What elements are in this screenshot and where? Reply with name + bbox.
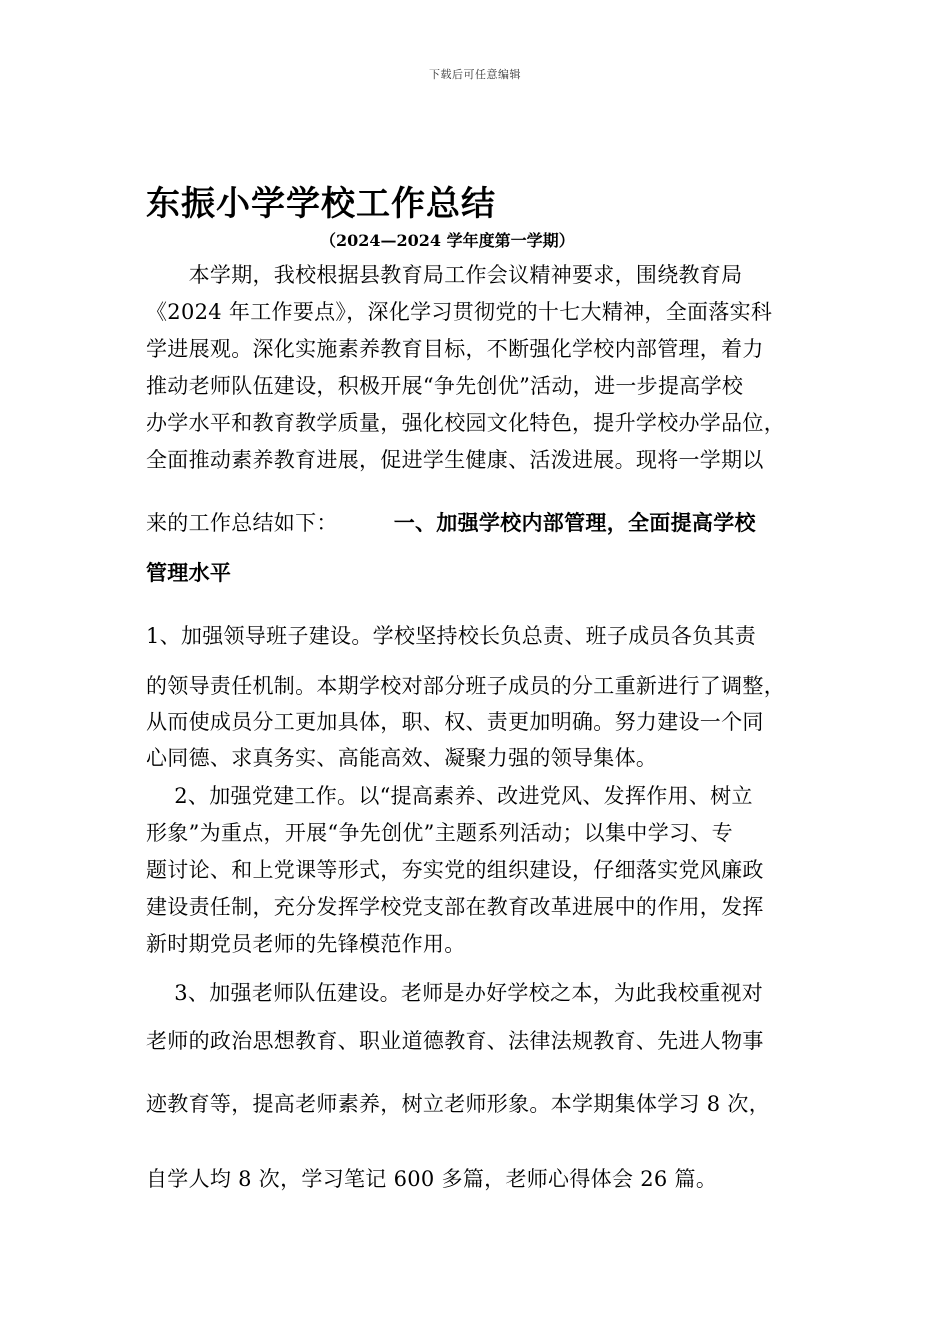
item-3-line: 迹教育等，提高老师素养，树立老师形象。本学期集体学习 8 次，: [146, 1092, 771, 1116]
intro-line: 《2024 年工作要点》，深化学习贯彻党的十七大精神，全面落实科: [146, 300, 773, 324]
intro-line: 办学水平和教育教学质量，强化校园文化特色，提升学校办学品位，: [146, 411, 785, 435]
intro-last-line: [146, 507, 756, 537]
item-3-line: 3、加强老师队伍建设。老师是办好学校之本，为此我校重视对: [146, 981, 764, 1005]
intro-line: 本学期，我校根据县教育局工作会议精神要求，围绕教育局: [146, 263, 743, 287]
section-1-heading-cont: 管理水平: [146, 561, 232, 585]
item-2-line: 建设责任制，充分发挥学校党支部在教育改革进展中的作用，发挥: [146, 895, 764, 919]
item-2-line: 题讨论、和上党课等形式，夯实党的组织建设，仔细落实党风廉政: [146, 858, 764, 882]
item-1-line: 的领导责任机制。本期学校对部分班子成员的分工重新进行了调整，: [146, 674, 785, 698]
item-1-line: 1、加强领导班子建设。学校坚持校长负总责、班子成员各负其责: [146, 624, 757, 648]
intro-last-text: 来的工作总结如下：: [146, 511, 338, 535]
item-2-line: 形象”为重点，开展“争先创优”主题系列活动；以集中学习、专: [146, 821, 733, 845]
item-1-line: 从而使成员分工更加具体，职、权、责更加明确。努力建设一个同: [146, 710, 764, 734]
item-3-line: 自学人均 8 次，学习笔记 600 多篇，老师心得体会 26 篇。: [146, 1167, 718, 1191]
item-2-line: 新时期党员老师的先锋模范作用。: [146, 932, 466, 956]
intro-line: 全面推动素养教育进展，促进学生健康、活泼进展。现将一学期以: [146, 448, 764, 472]
document-subtitle: （2024—2024 学年度第一学期）: [320, 231, 575, 250]
item-1-line: 心同德、求真务实、高能高效、凝聚力强的领导集体。: [146, 746, 658, 770]
item-3-line: 老师的政治思想教育、职业道德教育、法律法规教育、先进人物事: [146, 1029, 764, 1053]
intro-line: 学进展观。深化实施素养教育目标，不断强化学校内部管理，着力: [146, 337, 764, 361]
item-2-line: 2、加强党建工作。以“提高素养、改进党风、发挥作用、树立: [146, 784, 753, 808]
section-1-heading: 一、加强学校内部管理，全面提高学校: [393, 511, 756, 535]
document-title: 东振小学学校工作总结: [146, 184, 496, 224]
header-note: 下载后可任意编辑: [429, 68, 521, 81]
intro-line: 推动老师队伍建设，积极开展“争先创优”活动，进一步提高学校: [146, 374, 744, 398]
